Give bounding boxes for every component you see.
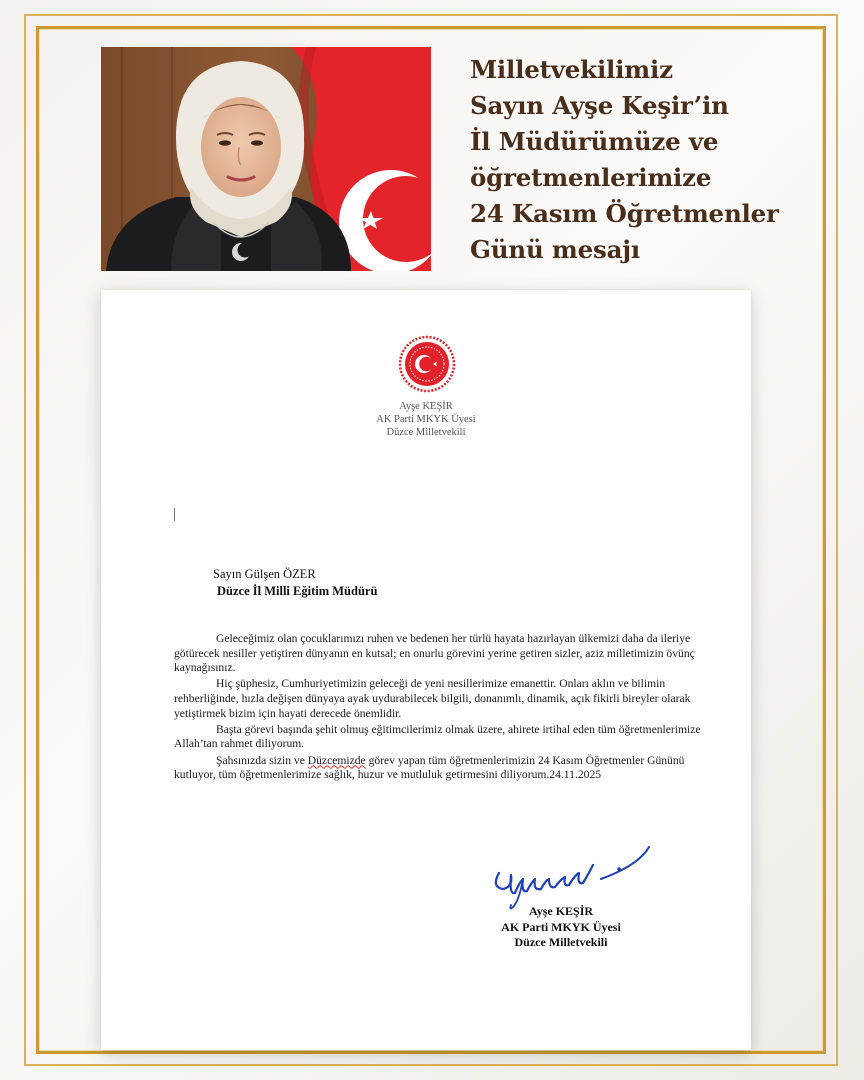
headline xyxy=(470,52,810,268)
signoff-block xyxy=(481,904,641,951)
sender-role: AK Parti MKYK Üyesi xyxy=(376,414,476,425)
spellcheck-word: Düzcemizde xyxy=(307,753,366,767)
recipient-title: Düzce İl Milli Eğitim Müdürü xyxy=(217,584,378,598)
paragraph-part: görev yapan tüm öğretmenlerimizin 24 Kasım Öğretmenler Gününü kutluyor, tüm öğretmenlerimize sağlık, huzur ve mutluluk getirmesini diliyorum.24.11.2025 xyxy=(174,753,685,782)
headline-line: Milletvekilimiz xyxy=(470,55,673,84)
text-cursor xyxy=(174,508,175,521)
handwritten-signature xyxy=(489,835,659,915)
signoff-role: AK Parti MKYK Üyesi xyxy=(501,919,621,934)
recipient-name: Sayın Gülşen ÖZER xyxy=(213,567,316,581)
paragraph-part: Şahsınızda sizin ve xyxy=(216,753,308,767)
sender-office: Düzce Milletvekili xyxy=(386,427,466,438)
paragraph: Geleceğimiz olan çocuklarımızı ruhen ve bedenen her türlü hayata hazırlayan ülkemizi daha da ileriye götürecek nesiller yetiştiren dünyanın en kutsal; en onurlu görevini yerine getiren sizler, aziz milletimizin övünç kaynağısınız. xyxy=(174,632,695,675)
portrait-photo xyxy=(101,47,431,271)
headline-line: Günü mesajı xyxy=(470,235,641,264)
headline-line: Sayın Ayşe Keşir’in xyxy=(470,91,729,120)
signoff-office: Düzce Milletvekili xyxy=(514,935,608,949)
sender-name: Ayşe KEŞİR xyxy=(399,401,453,412)
headline-line: öğretmenlerimize xyxy=(470,163,712,192)
letterhead-sender xyxy=(101,400,751,439)
tbmm-emblem-icon xyxy=(398,335,456,393)
paragraph: Hiç şüphesiz, Cumhuriyetimizin geleceği de yeni nesillerimize emanettir. Onları aklın ve bilimin rehberliğinde, hızla değişen dünyaya ayak uydurabilecek bilgili, donanımlı, dinamik, açık fikirli bireyler olarak yetiştirmek bizim için hayati derecede önemlidir. xyxy=(174,677,691,720)
paragraph xyxy=(174,754,704,783)
recipient-block xyxy=(213,566,377,600)
headline-line: 24 Kasım Öğretmenler xyxy=(470,199,779,228)
letter-document xyxy=(101,290,751,1050)
letter-body xyxy=(174,632,704,784)
headline-line: İl Müdürümüze ve xyxy=(470,127,719,156)
paragraph: Başta görevi başında şehit olmuş eğitimcilerimiz olmak üzere, ahirete irtihal eden tüm öğretmenlerimize Allah’tan rahmet diliyorum. xyxy=(174,722,701,751)
signoff-name: Ayşe KEŞİR xyxy=(528,904,594,918)
